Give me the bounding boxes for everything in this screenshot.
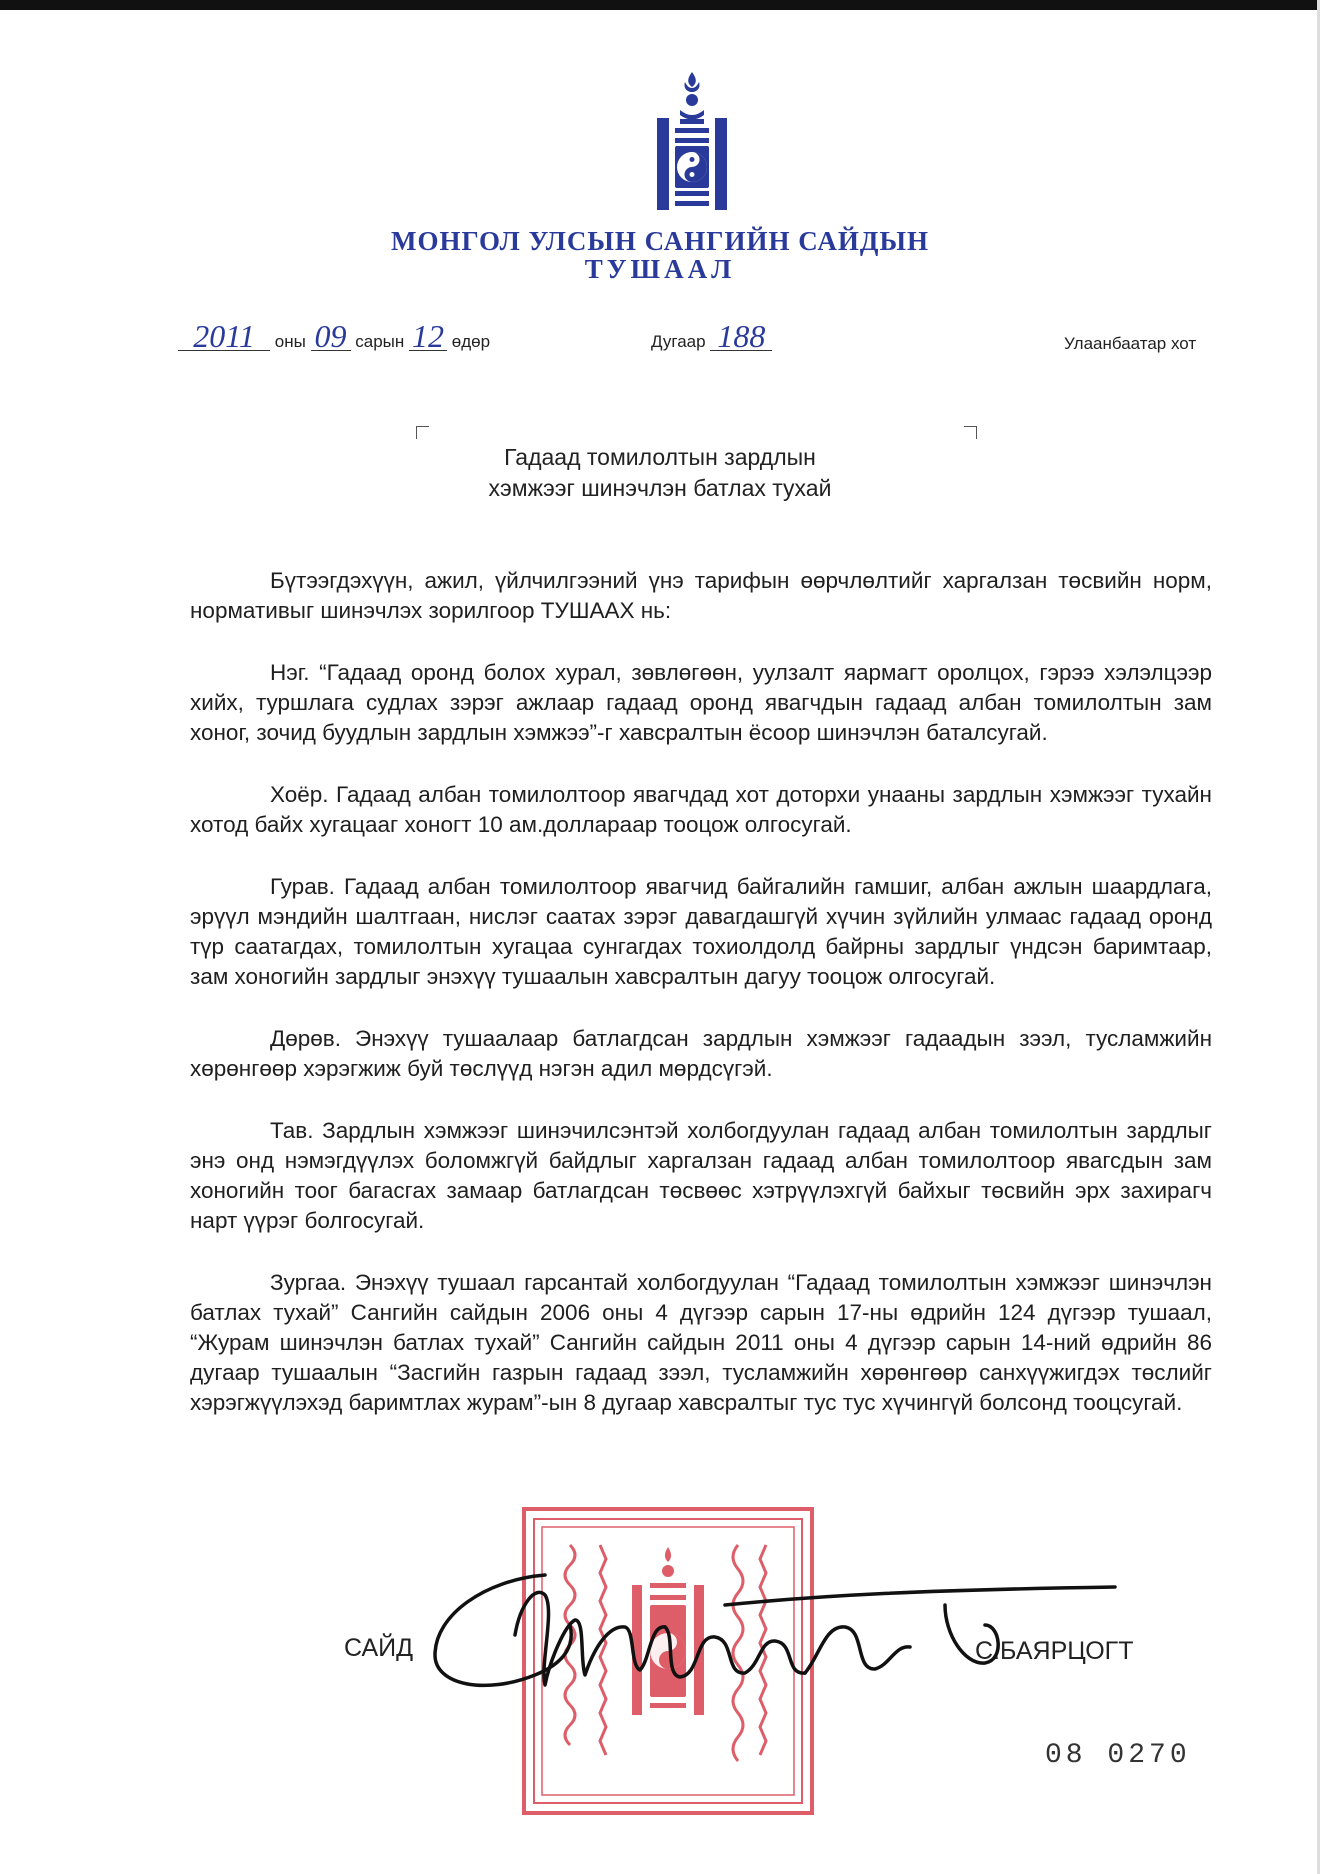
city-label: Улаанбаатар хот <box>1064 334 1197 353</box>
handwritten-month: 09 <box>311 322 351 351</box>
paragraph-five: Тав. Зардлын хэмжээг шинэчилсэнтэй холбогдуулан гадаад албан томилолтын зардлыг энэ онд нэмэгдүүлэх боломжгүй байдлыг харгалзан гадаад албан томилолтоор явагсдын зам хоногийн тоог багасгах замаар батлагдсан төсвөөс хэтрүүлэхгүй байхыг төсвийн эрх захирагч нарт үүрэг болгосугай. <box>190 1118 1212 1233</box>
handwritten-number: 188 <box>710 322 772 351</box>
order-number-field <box>651 318 772 354</box>
year-suffix: оны <box>274 332 306 351</box>
signatory-name: С.БАЯРЦОГТ <box>975 1637 1134 1665</box>
registration-number: 08 0270 <box>1045 1740 1191 1771</box>
paragraph-one: Нэг. “Гадаад оронд болох хурал, зөвлөгөөн, уулзалт яармагт оролцох, гэрээ хэлэлцээр хийх, туршлага судлах зэрэг ажлаар гадаад оронд явагчдын гадаад албан томилолтын зам хоног, зочид буудлын зардлын хэмжээ”-г хавсралтын ёсоор шинэчлэн баталсугай. <box>190 660 1212 745</box>
ministry-name: МОНГОЛ УЛСЫН САНГИЙН САЙДЫН <box>391 226 929 256</box>
document-body <box>190 566 1212 1450</box>
handwritten-day: 12 <box>409 322 447 351</box>
document-title <box>0 442 1320 504</box>
date-field <box>178 318 491 354</box>
title-line-2: хэмжээг шинэчлэн батлах тухай <box>488 475 832 501</box>
signatory-title: САЙД <box>344 1634 414 1662</box>
day-suffix: өдөр <box>451 332 491 351</box>
scan-top-edge <box>0 0 1320 10</box>
title-bracket-left <box>416 426 429 439</box>
soyombo-emblem-icon <box>655 70 729 210</box>
title-line-1: Гадаад томилолтын зардлын <box>504 444 816 470</box>
number-label: Дугаар <box>651 332 706 351</box>
document-type: ТУШААЛ <box>584 254 736 284</box>
month-suffix: сарын <box>355 332 405 351</box>
paragraph-four: Дөрөв. Энэхүү тушаалаар батлагдсан зардлын хэмжээг гадаадын зээл, тусламжийн хөрөнгөөр хэрэгжиж буй төслүүд нэгэн адил мөрдсүгэй. <box>190 1026 1212 1081</box>
paragraph-six: Зургаа. Энэхүү тушаал гарсантай холбогдуулан “Гадаад томилолтын хэмжээг шинэчлэн батлах тухай” Сангийн сайдын 2006 оны 4 дүгээр сарын 17-ны өдрийн 124 дүгээр тушаал, “Журам шинэчлэн батлах тухай” Сангийн сайдын 2011 оны 4 дүгээр сарын 14-ний өдрийн 86 дугаар тушаалын “Засгийн газрын гадаад зээл, тусламжийн хөрөнгөөр санхүүжигдэх төслийг хэрэгжүүлэхэд баримтлах журам”-ын 8 дугаар хавсралтыг тус тус хүчингүй болсонд тооцсугай. <box>190 1270 1212 1415</box>
title-bracket-right <box>964 426 977 439</box>
paragraph-three: Гурав. Гадаад албан томилолтоор явагчид байгалийн гамшиг, албан ажлын шаардлага, эрүүл мэндийн шалтгаан, нислэг саатах зэрэг давагдашгүй хүчин зүйлийн улмаас гадаад оронд түр саатагдах, томилолтын хугацаа сунгагдах тохиолдолд байрны зардлыг үндсэн баримтаар, зам хоногийн зардлыг энэхүү тушаалын хавсралтын дагуу тооцож олгосугай. <box>190 874 1212 989</box>
handwritten-year: 2011 <box>178 322 270 351</box>
handwritten-signature <box>425 1565 1150 1705</box>
paragraph-two: Хоёр. Гадаад албан томилолтоор явагчдад хот доторхи унааны зардлын хэмжээг тухайн хотод байх хугацааг хоногт 10 ам.доллараар тооцож олгосугай. <box>190 782 1212 837</box>
paragraph-preamble: Бүтээгдэхүүн, ажил, үйлчилгээний үнэ тарифын өөрчлөлтийг харгалзан төсвийн норм, нормативыг шинэчлэх зорилгоор ТУШААХ нь: <box>190 568 1212 623</box>
